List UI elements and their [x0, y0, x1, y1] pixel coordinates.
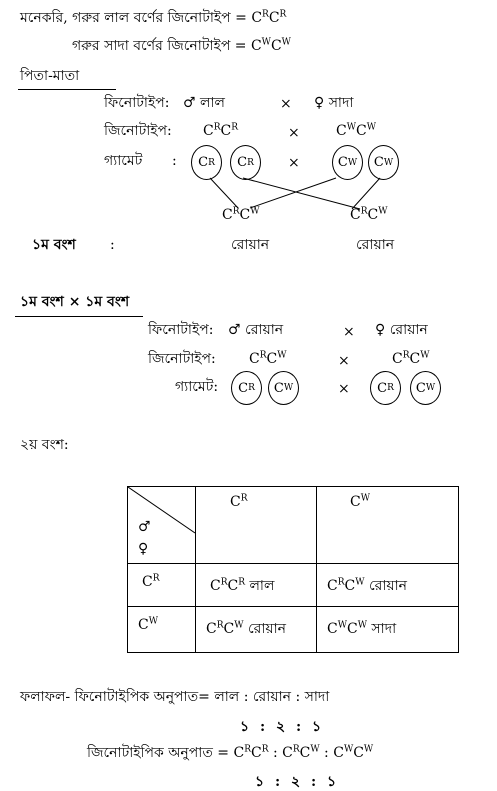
offspring-genotype-1: $C^RC^W$	[222, 206, 260, 223]
punnett-cell-r1c1: $C^RC^R$ লাল	[196, 564, 317, 607]
genotype-white: $C^WC^W$	[250, 37, 291, 54]
parents-gamete-colon: :	[172, 153, 177, 169]
parents-gamete-label: গ্যামেট	[104, 153, 143, 169]
punnett-cell-r1c2: $C^RC^W$ রোয়ান	[317, 564, 459, 607]
genotype-red: $C^RC^R$	[251, 9, 287, 26]
f1-colon: :	[110, 237, 115, 253]
parents-male-phenotype: ♂ লাল	[183, 95, 225, 111]
f1cross-male-phenotype: ♂ রোয়ান	[228, 322, 284, 338]
gamete-circle-male-1: C R	[191, 145, 222, 180]
phenotypic-ratio-line: ফলাফল- ফিনোটাইপিক অনুপাত= লাল : রোয়ান : সাদা	[20, 689, 330, 705]
punnett-col-header-2: $C^W$	[317, 487, 459, 564]
male-symbol-f1: ♂	[228, 322, 241, 338]
genotypic-ratio-numbers: ১ : ২ : ১	[255, 774, 337, 790]
f1-cross-heading: ১ম বংশ × ১ম বংশ	[20, 294, 130, 310]
f1cross-female-phenotype: ♀ রোয়ান	[375, 322, 428, 338]
cross-line-3	[250, 178, 336, 208]
f1-gamete-circle-female-1: C R	[370, 371, 401, 405]
parents-cross-symbol: ×	[280, 96, 292, 112]
f1-phenotype-1: রোয়ান	[231, 237, 270, 253]
female-symbol: ♀	[314, 95, 325, 111]
f1-gamete-circle-male-2: C W	[268, 371, 299, 405]
f1cross-genotype-cross: ×	[338, 353, 350, 369]
f1-label: ১ম বংশ	[32, 237, 76, 253]
gamete-circle-female-1: C W	[332, 145, 363, 180]
f1cross-male-genotype: $C^RC^W$	[249, 350, 287, 367]
intro-white-text: গরুর সাদা বর্ণের জিনোটাইপ =	[72, 38, 251, 54]
f1-phenotype-2: রোয়ান	[356, 237, 395, 253]
parents-genotype-label: জিনোটাইপ:	[104, 123, 172, 139]
female-symbol-f1: ♀	[375, 322, 386, 338]
f1cross-female-genotype: $C^RC^W$	[392, 350, 430, 367]
f1cross-phenotype-label: ফিনোটাইপ:	[148, 322, 214, 338]
punnett-cell-r2c2: $C^WC^W$ সাদা	[317, 607, 459, 653]
f1-gamete-circle-male-1: C R	[231, 371, 262, 405]
gamete-circle-male-2: C R	[230, 145, 261, 180]
male-symbol: ♂	[183, 95, 196, 111]
f1cross-gamete-label: গ্যামেট:	[175, 379, 219, 395]
parents-female-phenotype: ♀ সাদা	[314, 95, 354, 111]
punnett-corner-cell	[128, 487, 196, 564]
parents-gamete-cross: ×	[288, 155, 300, 171]
cross-line-4	[352, 178, 380, 209]
gamete-circle-female-2: C W	[368, 145, 399, 180]
punnett-male-symbol: ♂	[138, 519, 151, 535]
offspring-genotype-2: $C^RC^W$	[350, 206, 388, 223]
punnett-row-header-1: $C^R$	[128, 564, 196, 607]
punnett-row-header-2: $C^W$	[128, 607, 196, 653]
punnett-female-symbol: ♀	[138, 541, 149, 557]
cross-line-1	[210, 178, 238, 208]
f1-gamete-circle-female-2: C W	[410, 371, 441, 405]
f1cross-cross-symbol: ×	[343, 324, 355, 340]
parents-heading: পিতা-মাতা	[20, 68, 80, 84]
intro-red-text: মনেকরি, গরুর লাল বর্ণের জিনোটাইপ =	[20, 10, 252, 26]
genotypic-ratio-line: জিনোটাইপিক অনুপাত = $C^RC^R$ : $C^RC^W$ : $C^WC^W$	[87, 744, 374, 761]
punnett-col-header-1: $C^R$	[196, 487, 317, 564]
parents-female-genotype: $C^WC^W$	[336, 122, 376, 139]
punnett-cell-r2c1: $C^RC^W$ রোয়ান	[196, 607, 317, 653]
f1-cross-heading-underline	[15, 316, 143, 317]
f1cross-gamete-cross: ×	[338, 381, 350, 397]
f2-label: ২য় বংশ:	[20, 437, 69, 453]
punnett-square	[127, 486, 459, 653]
parents-phenotype-label: ফিনোটাইপ:	[104, 95, 170, 111]
parents-male-genotype: $C^RC^R$	[203, 122, 238, 139]
parents-genotype-cross: ×	[288, 125, 300, 141]
f1cross-genotype-label: জিনোটাইপ:	[148, 351, 216, 367]
phenotypic-ratio-numbers: ১ : ২ : ১	[240, 719, 322, 735]
